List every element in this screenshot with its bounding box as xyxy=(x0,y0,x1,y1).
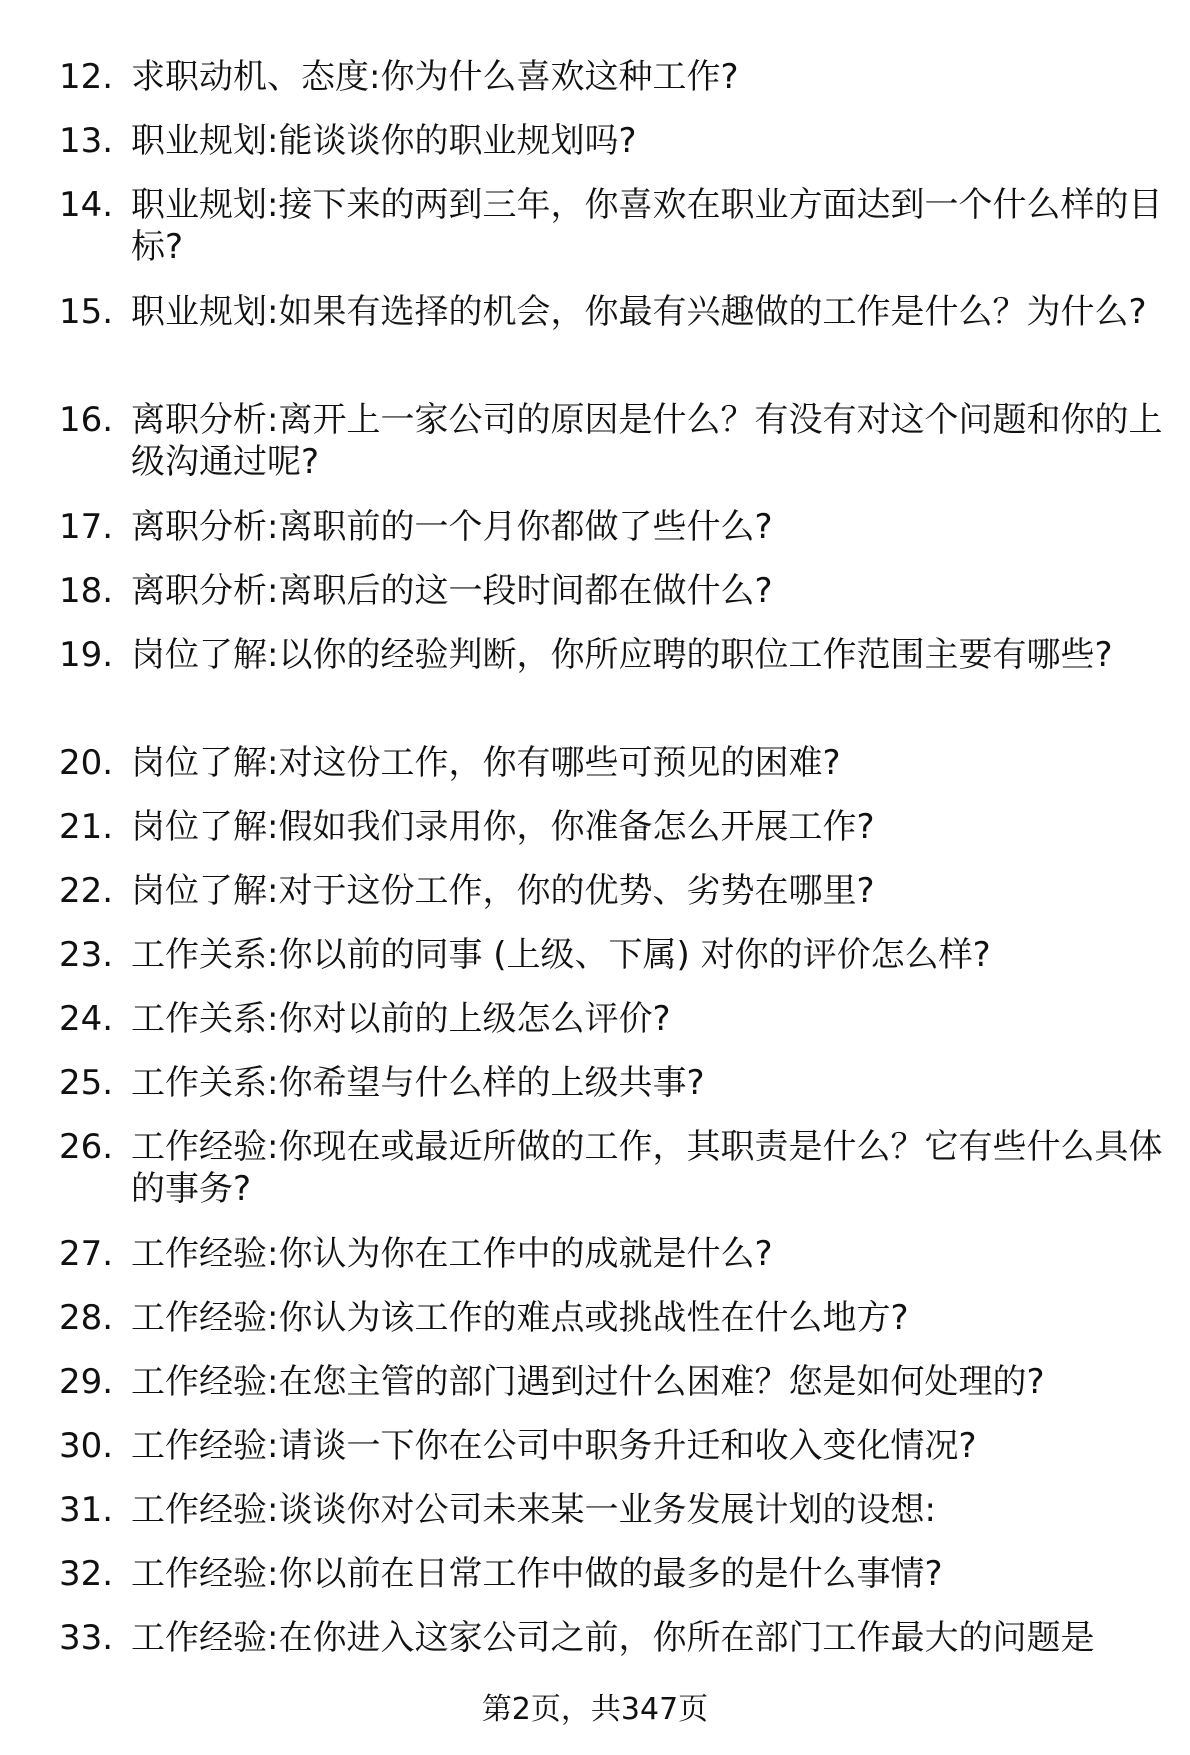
item-text: 岗位了解:以你的经验判断，你所应聘的职位工作范围主要有哪些? xyxy=(131,635,1113,675)
item-text: 工作关系:你希望与什么样的上级共事? xyxy=(131,1063,705,1103)
item-number: 12. xyxy=(59,57,114,97)
page-footer: 第2页，共347页 xyxy=(481,1692,709,1727)
list-item xyxy=(59,1361,1169,1403)
item-number: 26. xyxy=(59,1127,114,1167)
item-number: 18. xyxy=(59,571,114,611)
item-number: 16. xyxy=(59,400,114,440)
item-number: 24. xyxy=(59,999,114,1039)
item-number: 23. xyxy=(59,935,114,975)
item-number: 28. xyxy=(59,1298,114,1338)
item-number: 13. xyxy=(59,121,114,161)
item-number: 27. xyxy=(59,1234,114,1274)
item-text: 离职分析:离职后的这一段时间都在做什么? xyxy=(131,571,773,611)
item-number: 15. xyxy=(59,292,114,332)
list-item xyxy=(59,1425,1169,1467)
item-text: 职业规划:接下来的两到三年，你喜欢在职业方面达到一个什么样的目标? xyxy=(131,185,1163,267)
item-text: 职业规划:能谈谈你的职业规划吗? xyxy=(131,121,637,161)
item-number: 21. xyxy=(59,807,114,847)
list-item xyxy=(59,120,1169,162)
item-text: 工作经验:你以前在日常工作中做的最多的是什么事情? xyxy=(131,1554,943,1594)
list-item xyxy=(59,1233,1169,1275)
item-number: 25. xyxy=(59,1063,114,1103)
item-text: 工作关系:你对以前的上级怎么评价? xyxy=(131,999,671,1039)
item-text: 工作经验:在您主管的部门遇到过什么困难？您是如何处理的? xyxy=(131,1362,1045,1402)
item-text: 工作经验:在你进入这家公司之前，你所在部门工作最大的问题是 xyxy=(131,1618,1095,1658)
item-number: 17. xyxy=(59,507,114,547)
item-text: 工作经验:你现在或最近所做的工作，其职责是什么？它有些什么具体的事务? xyxy=(131,1127,1163,1209)
list-item xyxy=(59,1062,1169,1104)
item-text: 工作经验:你认为该工作的难点或挑战性在什么地方? xyxy=(131,1298,909,1338)
item-number: 30. xyxy=(59,1426,114,1466)
list-item xyxy=(59,184,1169,268)
item-number: 14. xyxy=(59,185,114,225)
item-text: 离职分析:离职前的一个月你都做了些什么? xyxy=(131,507,773,547)
list-item xyxy=(59,506,1169,548)
list-item xyxy=(59,1297,1169,1339)
list-item xyxy=(59,399,1169,483)
item-text: 岗位了解:对这份工作，你有哪些可预见的困难? xyxy=(131,743,841,783)
item-number: 22. xyxy=(59,871,114,911)
item-number: 20. xyxy=(59,743,114,783)
list-item xyxy=(59,870,1169,912)
item-text: 求职动机、态度:你为什么喜欢这种工作? xyxy=(131,57,739,97)
item-text: 岗位了解:假如我们录用你，你准备怎么开展工作? xyxy=(131,807,875,847)
list-item xyxy=(59,998,1169,1040)
list-item xyxy=(59,934,1169,976)
item-text: 岗位了解:对于这份工作，你的优势、劣势在哪里? xyxy=(131,871,875,911)
item-text: 工作经验:谈谈你对公司未来某一业务发展计划的设想: xyxy=(131,1490,936,1530)
list-item xyxy=(59,1617,1169,1659)
list-item xyxy=(59,634,1169,676)
item-number: 33. xyxy=(59,1618,114,1658)
item-text: 离职分析:离开上一家公司的原因是什么？有没有对这个问题和你的上级沟通过呢? xyxy=(131,400,1163,482)
list-item xyxy=(59,291,1169,333)
item-text: 工作关系:你以前的同事 (上级、下属) 对你的评价怎么样? xyxy=(131,935,991,975)
item-text: 职业规划:如果有选择的机会，你最有兴趣做的工作是什么？为什么? xyxy=(131,292,1147,332)
item-text: 工作经验:请谈一下你在公司中职务升迁和收入变化情况? xyxy=(131,1426,977,1466)
item-number: 29. xyxy=(59,1362,114,1402)
list-item xyxy=(59,56,1169,98)
list-item xyxy=(59,1126,1169,1210)
list-item xyxy=(59,1553,1169,1595)
list-item xyxy=(59,742,1169,784)
item-number: 32. xyxy=(59,1554,114,1594)
list-item xyxy=(59,806,1169,848)
list-item xyxy=(59,1489,1169,1531)
list-item xyxy=(59,570,1169,612)
item-number: 19. xyxy=(59,635,114,675)
item-number: 31. xyxy=(59,1490,114,1530)
item-text: 工作经验:你认为你在工作中的成就是什么? xyxy=(131,1234,773,1274)
